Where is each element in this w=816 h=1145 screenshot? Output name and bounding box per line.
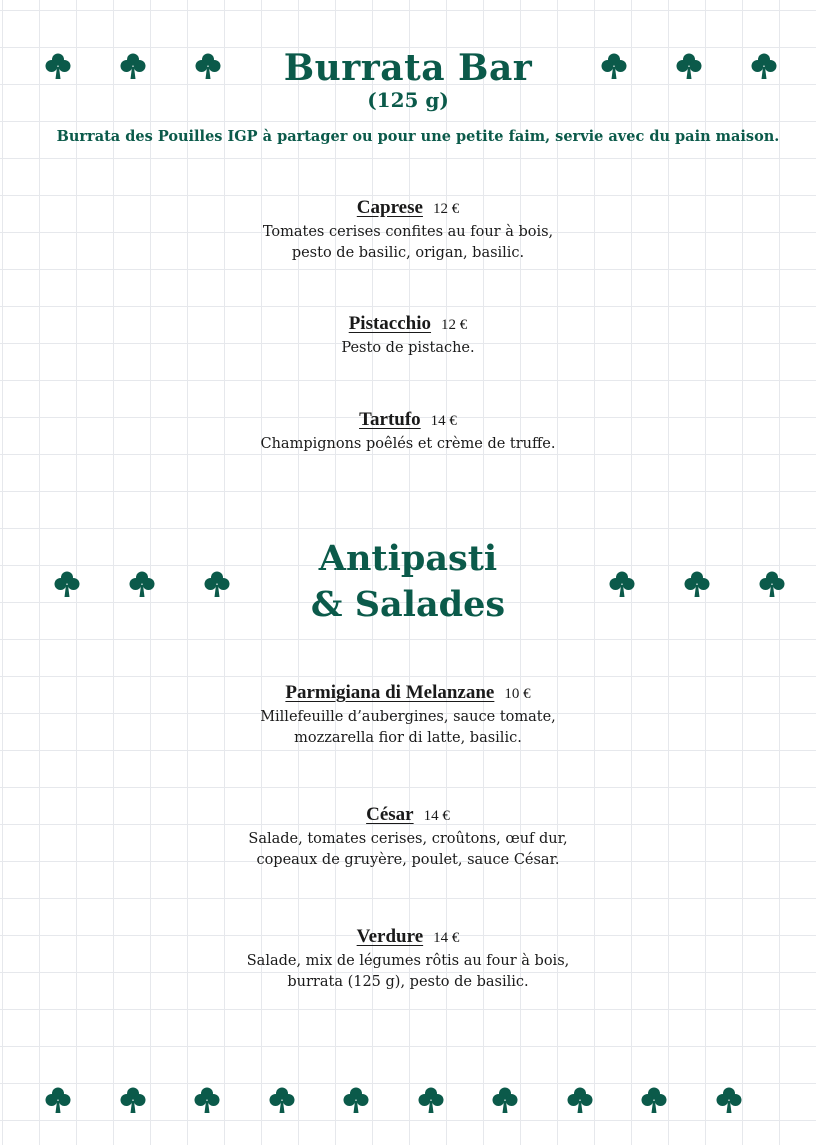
item-name: Parmigiana di Melanzane <box>285 682 495 703</box>
item-description: Tomates cerises confites au four à bois, pesto de basilic, origan, basilic. <box>262 224 554 261</box>
item-price: 14 € <box>423 808 450 824</box>
item-description: Salade, tomates cerises, croûtons, œuf dur, copeaux de gruyère, poulet, sauce César. <box>248 831 568 868</box>
item-description: Millefeuille d’aubergines, sauce tomate, mozzarella fior di latte, basilic. <box>260 709 556 746</box>
menu-item <box>0 197 816 264</box>
clover-icon <box>44 1086 72 1114</box>
clover-icon <box>640 1086 668 1114</box>
menu-item <box>0 926 816 993</box>
section-title-line1: Antipasti <box>318 538 498 579</box>
section-intro: Burrata des Pouilles IGP à partager ou pour une petite faim, servie avec du pain maison. <box>56 128 780 145</box>
menu-item <box>0 409 816 455</box>
item-price: 14 € <box>433 930 460 946</box>
section-subtitle: (125 g) <box>367 88 449 112</box>
clover-icon <box>268 1086 296 1114</box>
item-name: César <box>366 804 414 825</box>
section-burrata-header <box>0 48 816 112</box>
item-description: Salade, mix de légumes rôtis au four à bois, burrata (125 g), pesto de basilic. <box>246 953 570 990</box>
clover-icon <box>566 1086 594 1114</box>
item-description: Pesto de pistache. <box>341 340 475 356</box>
item-name: Pistacchio <box>348 313 432 334</box>
clover-row-bottom <box>44 1086 743 1114</box>
section-antipasti-title <box>0 536 816 628</box>
item-description: Champignons poêlés et crème de truffe. <box>260 436 556 452</box>
section-title: Burrata Bar <box>283 47 533 89</box>
clover-icon <box>491 1086 519 1114</box>
section-title-line2: & Salades <box>310 584 506 625</box>
menu-item <box>0 804 816 871</box>
clover-icon <box>119 1086 147 1114</box>
item-name: Tartufo <box>359 409 421 430</box>
menu-item <box>0 682 816 749</box>
clover-icon <box>342 1086 370 1114</box>
clover-icon <box>193 1086 221 1114</box>
menu-item <box>0 313 816 359</box>
item-price: 14 € <box>430 413 457 429</box>
item-price: 12 € <box>432 201 460 217</box>
item-name: Caprese <box>356 197 423 218</box>
clover-icon <box>417 1086 445 1114</box>
clover-icon <box>715 1086 743 1114</box>
item-name: Verdure <box>356 926 424 947</box>
item-price: 12 € <box>441 317 468 333</box>
item-price: 10 € <box>504 686 531 702</box>
